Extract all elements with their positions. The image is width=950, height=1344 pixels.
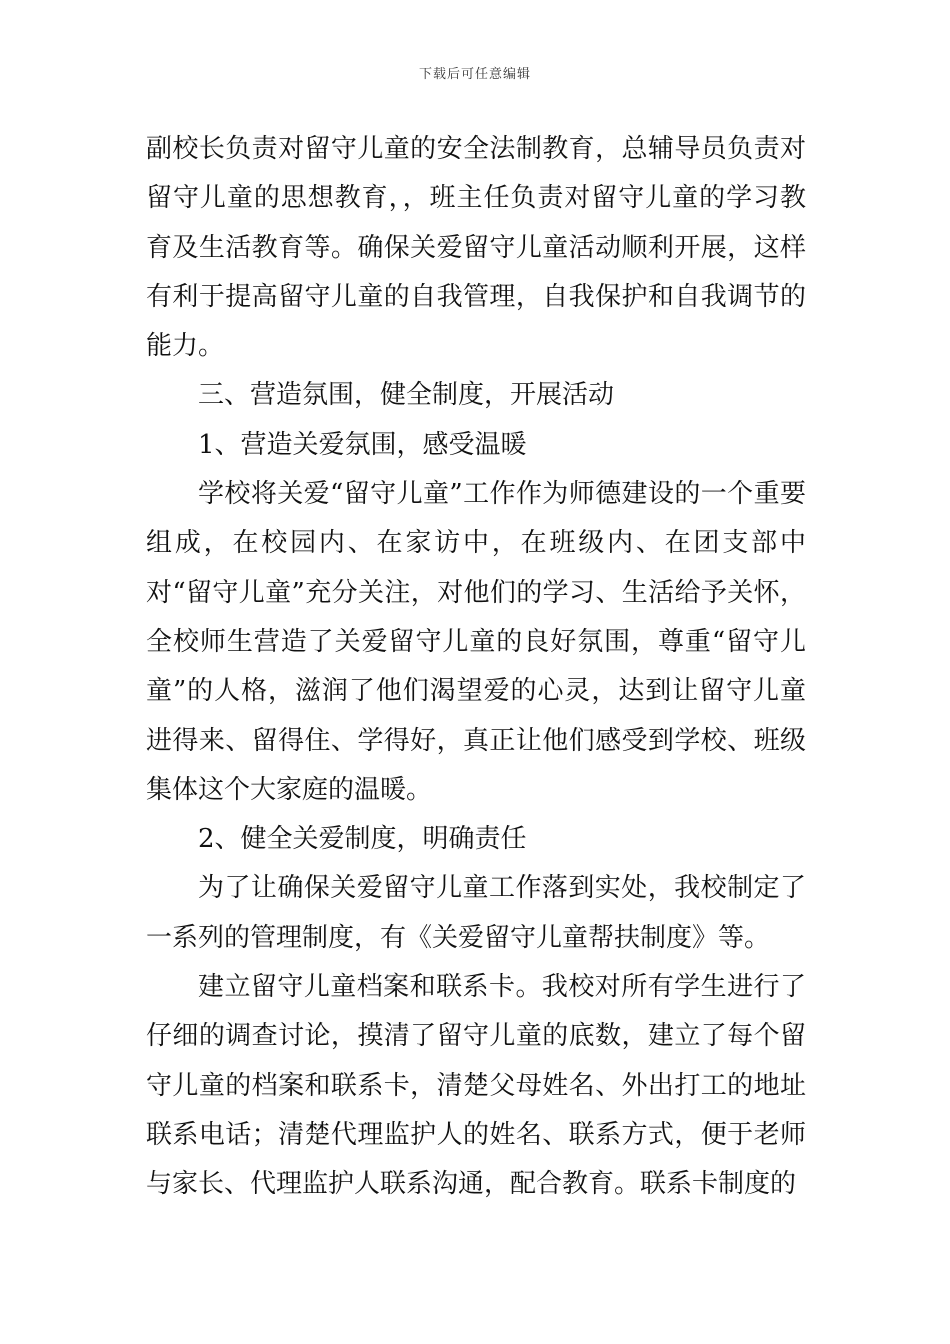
header-note: 下载后可任意编辑 <box>418 67 531 82</box>
paragraph: 学校将关爱“留守儿童”工作作为师德建设的一个重要组成，在校园内、在家访中，在班级内、在团支部中对“留守儿童”充分关注，对他们的学习、生活给予关怀，全校师生营造了关爱留守儿童的良好氛围，尊重“留守儿童”的人格，滋润了他们渴望爱的心灵，达到让留守儿童进得来、留得住、学得好，真正让他们感受到学校、班级集体这个大家庭的温暖。 <box>146 479 806 805</box>
subsection-heading: 1、营造关爱氛围，感受温暖 <box>198 429 527 460</box>
paragraph: 建立留守儿童档案和联系卡。我校对所有学生进行了仔细的调查讨论，摸清了留守儿童的底数，建立了每个留守儿童的档案和联系卡，清楚父母姓名、外出打工的地址联系电话；清楚代理监护人的姓名、联系方式，便于老师与家长、代理监护人联系沟通，配合教育。联系卡制度的 <box>146 972 806 1200</box>
section-heading: 三、营造氛围，健全制度，开展活动 <box>198 380 615 411</box>
paragraph: 为了让确保关爱留守儿童工作落到实处，我校制定了一系列的管理制度，有《关爱留守儿童帮扶制度》等。 <box>146 873 806 953</box>
paragraph-continuation: 副校长负责对留守儿童的安全法制教育，总辅导员负责对留守儿童的思想教育，，班主任负责对留守儿童的学习教育及生活教育等。确保关爱留守儿童活动顺利开展，这样有利于提高留守儿童的自我管理，自我保护和自我调节的能力。 <box>146 134 806 362</box>
document-body <box>146 125 806 1210</box>
subsection-heading: 2、健全关爱制度，明确责任 <box>198 824 527 855</box>
